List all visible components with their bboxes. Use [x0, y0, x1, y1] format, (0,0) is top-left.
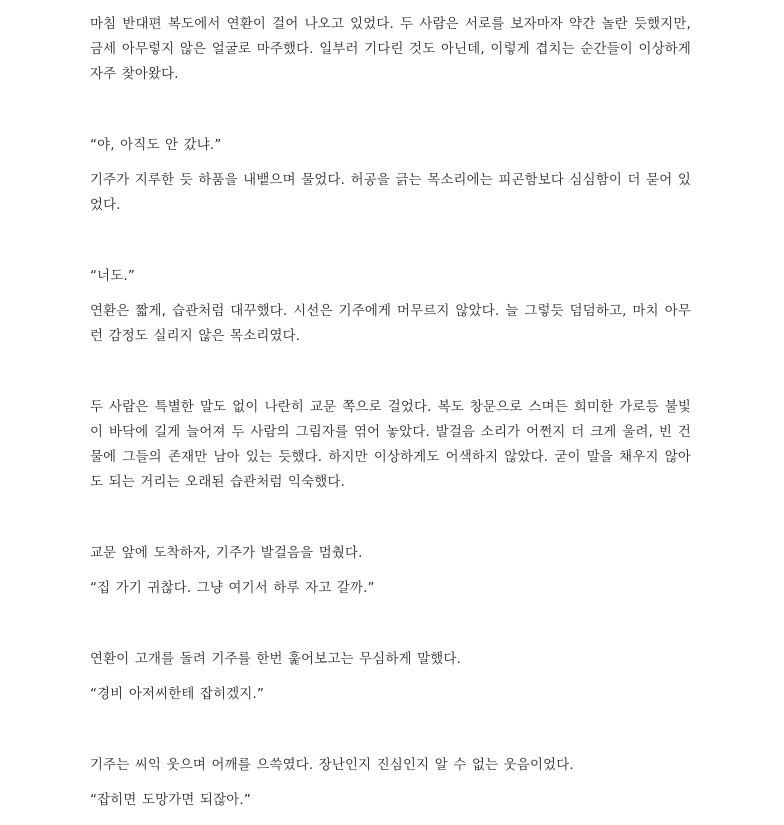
paragraph-dialogue-3: “집 가기 귀찮다. 그냥 여기서 하루 자고 갈까.” — [90, 581, 375, 596]
paragraph-narration-6: 연환이 고개를 돌려 기주를 한번 훑어보고는 무심하게 말했다. — [90, 652, 462, 667]
paragraph-narration-4: 두 사람은 특별한 말도 없이 나란히 교문 쪽으로 걸었다. 복도 창문으로 스며든 희미한 가로등 불빛이 바닥에 길게 늘어져 두 사람의 그림자를 엮어 놓았다. 발걸음 소리가 어쩐지 더 크게 울려, 빈 건물에 그들의 존재만 남아 있는 듯했다. 하지만 이상하게도 어색하지 않았다. 굳이 말을 채우지 않아도 되는 거리는 오래된 습관처럼 익숙했다. — [90, 400, 691, 490]
paragraph-narration-1: 마침 반대편 복도에서 연환이 걸어 나오고 있었다. 두 사람은 서로를 보자마자 약간 놀란 듯했지만, 금세 아무렇지 않은 얼굴로 마주했다. 일부러 기다린 것도 아닌데, 이렇게 겹치는 순간들이 이상하게 자주 찾아왔다. — [90, 17, 691, 82]
paragraph-narration-7: 기주는 씨익 웃으며 어깨를 으쓱였다. 장난인지 진심인지 알 수 없는 웃음이었다. — [90, 758, 574, 773]
paragraph-dialogue-1: “야, 아직도 안 갔냐.” — [90, 138, 222, 153]
paragraph-narration-5: 교문 앞에 도착하자, 기주가 발걸음을 멈췄다. — [90, 546, 363, 561]
paragraph-narration-2: 기주가 지루한 듯 하품을 내뱉으며 물었다. 허공을 긁는 목소리에는 피곤함보다 심심함이 더 묻어 있었다. — [90, 173, 691, 213]
paragraph-dialogue-4: “경비 아저씨한테 잡히겠지.” — [90, 687, 265, 702]
document-body — [90, 12, 691, 813]
paragraph-narration-3: 연환은 짧게, 습관처럼 대꾸했다. 시선은 기주에게 머무르지 않았다. 늘 그렇듯 덤덤하고, 마치 아무런 감정도 실리지 않은 목소리였다. — [90, 304, 691, 344]
paragraph-dialogue-2: “너도.” — [90, 269, 136, 284]
paragraph-dialogue-5: “잡히면 도망가면 되잖아.” — [90, 793, 251, 808]
